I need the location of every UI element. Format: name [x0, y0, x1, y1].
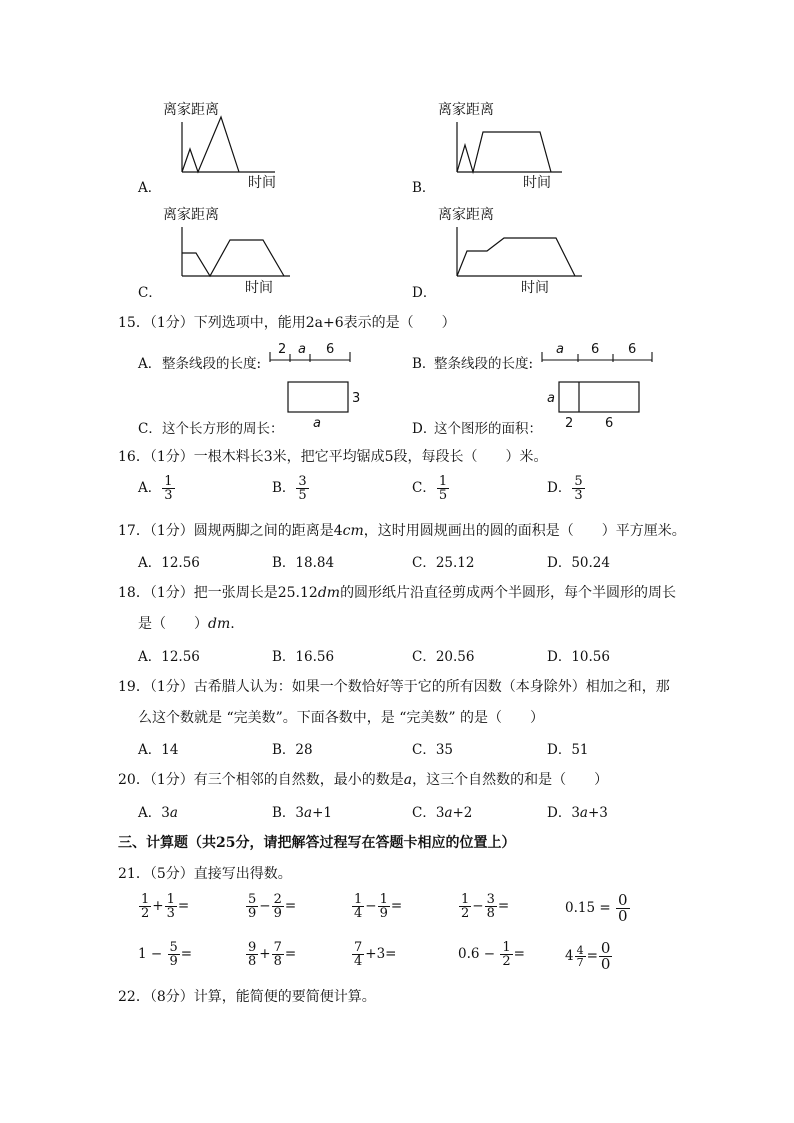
q15-b-segment [540, 340, 655, 374]
q15-c-rectangle [286, 380, 366, 436]
graph-d-xlabel: 时间 [521, 280, 549, 296]
q19-option-c: C．35 [412, 742, 454, 758]
graph-c-letter: C． [138, 285, 162, 301]
graph-b-xlabel: 时间 [523, 175, 551, 191]
q15-c-letter: C． [138, 421, 162, 437]
graph-b-letter: B． [412, 180, 436, 196]
q15-c-bottom: a [313, 416, 321, 431]
q21-item-7: $\frac{9}{8}$ + $\frac{7}{8}$ = [248, 940, 297, 969]
q20-option-c: C．3a+2 [412, 805, 473, 821]
q16-option-b: B． $\frac{3}{5}$ [272, 474, 307, 503]
q15-stem: 15．（1分）下列选项中，能用2a+6表示的是（ ） [118, 315, 456, 331]
q16-option-d: D． $\frac{5}{3}$ [547, 474, 583, 503]
q18-option-d: D．10.56 [547, 649, 610, 665]
q21-item-6: 1 − $\frac{5}{9}$ = [138, 940, 193, 969]
q16-stem: 16．（1分）一根木料长3米，把它平均锯成5段，每段长（ ）米。 [118, 449, 548, 465]
q21-item-9: 0.6 − $\frac{1}{2}$ = [458, 940, 525, 969]
q21-item-1: $\frac{1}{2}$ + $\frac{1}{3}$ = [141, 892, 190, 921]
q19-option-d: D．51 [547, 742, 589, 758]
q17-option-d: D．50.24 [547, 555, 610, 571]
q15-a-segment [268, 340, 358, 374]
q21-item-5: 0.15 = $\frac{0}{0}$ [565, 891, 628, 925]
q18-stem: 18．（1分）把一张周长是25.12dm的圆形纸片沿直径剪成两个半圆形，每个半圆形的周长 [118, 585, 677, 601]
graph-a-xlabel: 时间 [248, 175, 276, 191]
graph-c-line [182, 240, 284, 276]
q21-item-8: $\frac{7}{4}$ +3= [354, 940, 397, 969]
q15-b-letter: B． [412, 356, 436, 372]
q15-b-text: 整条线段的长度: [434, 356, 534, 372]
q20-option-b: B．3a+1 [272, 805, 332, 821]
graph-d-letter: D． [412, 285, 437, 301]
q15-b-seg-3: 6 [628, 342, 637, 357]
q18-option-a: A．12.56 [138, 649, 200, 665]
q15-c-side: 3 [352, 391, 361, 406]
q20-stem: 20．（1分）有三个相邻的自然数，最小的数是a，这三个自然数的和是（ ） [118, 772, 609, 788]
q21-item-10: 4 $\frac{4}{7}$ = $\frac{0}{0}$ [565, 939, 611, 973]
section-3-heading: 三、计算题（共25分，请把解答过程写在答题卡相应的位置上） [118, 835, 516, 851]
q15-d-b2: 6 [605, 416, 614, 431]
q20-option-a: A．3a [138, 805, 178, 821]
graph-d-ylabel: 离家距离 [438, 207, 494, 223]
q15-d-side: a [547, 391, 555, 406]
q15-d-figure [545, 380, 645, 436]
q21-stem: 21．（5分）直接写出得数。 [118, 866, 292, 882]
q17-option-b: B．18.84 [272, 555, 335, 571]
q16-option-c: C． $\frac{1}{5}$ [412, 474, 448, 503]
q17-stem: 17．（1分）圆规两脚之间的距离是4cm，这时用圆规画出的圆的面积是（ ）平方厘米。 [118, 523, 686, 539]
graph-c-xlabel: 时间 [245, 280, 273, 296]
q15-b-seg-2: 6 [591, 342, 600, 357]
q15-a-seg-3: 6 [326, 342, 335, 357]
q18-stem-cont: 是（ ）dm. [138, 616, 235, 632]
q17-option-a: A．12.56 [138, 555, 200, 571]
q21-item-4: $\frac{1}{2}$ − $\frac{3}{8}$ = [461, 892, 510, 921]
q18-option-c: C．20.56 [412, 649, 475, 665]
graph-a-line [182, 117, 239, 172]
graph-b-ylabel: 离家距离 [438, 102, 494, 118]
q16-option-a: A． $\frac{1}{3}$ [138, 474, 173, 503]
q21-item-2: $\frac{5}{9}$ − $\frac{2}{9}$ = [248, 892, 297, 921]
q20-option-d: D．3a+3 [547, 805, 608, 821]
q19-option-b: B．28 [272, 742, 313, 758]
q15-b-seg-1: a [556, 342, 564, 357]
q15-d-b1: 2 [565, 416, 574, 431]
q19-stem-cont: 么这个数就是 “完美数”。下面各数中，是 “完美数” 的是（ ） [138, 710, 544, 726]
graph-b-line [457, 132, 551, 172]
graph-a-letter: A． [138, 180, 162, 196]
graph-c-ylabel: 离家距离 [163, 207, 219, 223]
graph-d-line [457, 238, 575, 276]
q15-a-text: 整条线段的长度: [162, 356, 262, 372]
q22-stem: 22．（8分）计算，能简便的要简便计算。 [118, 989, 376, 1005]
q21-item-3: $\frac{1}{4}$ − $\frac{1}{9}$ = [354, 892, 403, 921]
q15-a-letter: A． [138, 356, 162, 372]
graph-a-ylabel: 离家距离 [163, 102, 219, 118]
q19-option-a: A．14 [138, 742, 179, 758]
q15-d-letter: D． [412, 421, 437, 437]
q15-a-seg-1: 2 [278, 342, 287, 357]
q18-option-b: B．16.56 [272, 649, 335, 665]
q15-d-text: 这个图形的面积： [434, 421, 542, 437]
q17-option-c: C．25.12 [412, 555, 475, 571]
q15-a-seg-2: a [298, 342, 306, 357]
q15-c-text: 这个长方形的周长： [162, 421, 284, 437]
q19-stem: 19．（1分）古希腊人认为：如果一个数恰好等于它的所有因数（本身除外）相加之和，那 [118, 679, 670, 695]
